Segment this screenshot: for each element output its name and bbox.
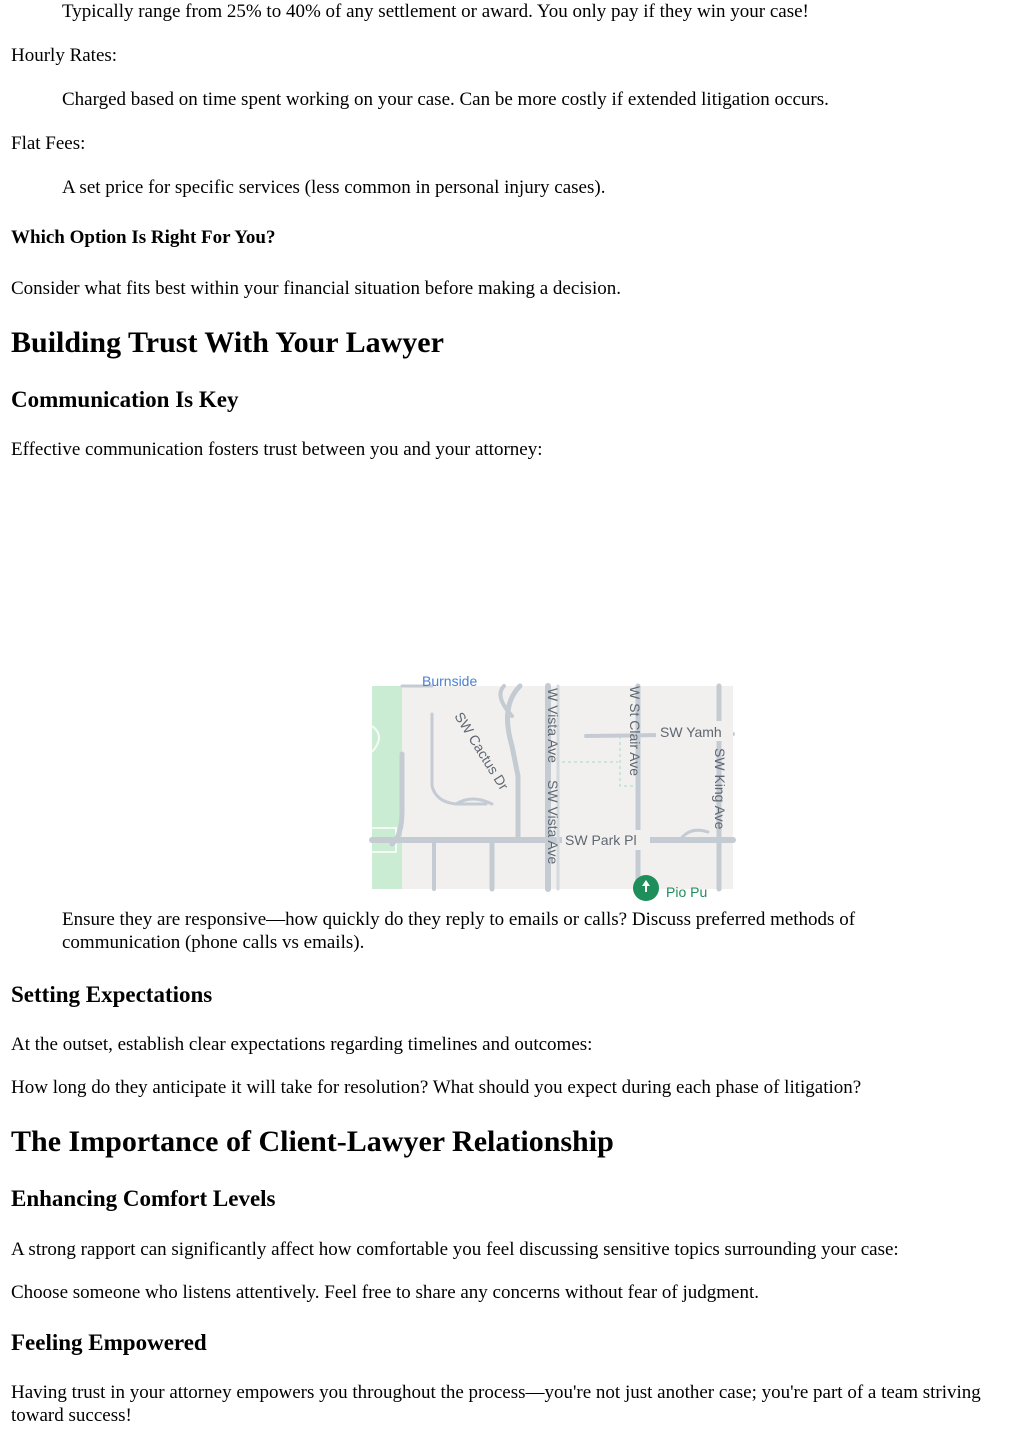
- map-label-cactus: SW Cactus Dr: [451, 709, 513, 793]
- comfort-detail: Choose someone who listens attentively. Feel free to share any concerns without fear of judgment.: [11, 1282, 760, 1303]
- expectations-heading: Setting Expectations: [11, 982, 213, 1007]
- embedded-map[interactable]: [372, 673, 733, 900]
- relationship-heading: The Importance of Client-Lawyer Relationship: [11, 1125, 614, 1158]
- empowered-heading: Feeling Empowered: [11, 1330, 207, 1355]
- which-option-text: Consider what fits best within your financial situation before making a decision.: [11, 278, 621, 299]
- building-trust-heading: Building Trust With Your Lawyer: [11, 326, 444, 359]
- map-label-yamhill: SW Yamh: [660, 724, 722, 740]
- map-label-park: SW Park Pl: [565, 832, 637, 848]
- map-label-vista-2: SW Vista Ave: [545, 780, 561, 865]
- map-poi-marker[interactable]: [633, 875, 659, 901]
- comfort-heading: Enhancing Comfort Levels: [11, 1186, 276, 1211]
- map-label-poi: Pio Pu: [666, 884, 708, 900]
- empowered-text: Having trust in your attorney empowers you throughout the process—you're not just another case; you're part of a team striving toward success!: [11, 1382, 981, 1426]
- communication-detail: Ensure they are responsive—how quickly do they reply to emails or calls? Discuss preferred methods of communication (phone calls vs emails).: [62, 909, 856, 953]
- map-canvas: [372, 673, 733, 900]
- map-label-king: SW King Ave: [712, 748, 728, 830]
- comfort-text: A strong rapport can significantly affect how comfortable you feel discussing sensitive topics surrounding your case:: [11, 1239, 899, 1260]
- flat-fees-description: A set price for specific services (less common in personal injury cases).: [62, 177, 606, 198]
- map-park-area: [372, 686, 402, 889]
- expectations-detail: How long do they anticipate it will take for resolution? What should you expect during each phase of litigation?: [11, 1077, 862, 1098]
- contingency-description: Typically range from 25% to 40% of any settlement or award. You only pay if they win your case!: [62, 1, 809, 22]
- map-label-burnside: Burnside: [422, 673, 478, 689]
- map-label-vista-1: W Vista Ave: [545, 688, 561, 763]
- hourly-rates-description: Charged based on time spent working on your case. Can be more costly if extended litigation occurs.: [62, 89, 829, 110]
- which-option-heading: Which Option Is Right For You?: [11, 227, 276, 248]
- flat-fees-term: Flat Fees:: [11, 133, 86, 154]
- communication-heading: Communication Is Key: [11, 387, 239, 412]
- communication-text: Effective communication fosters trust between you and your attorney:: [11, 439, 543, 460]
- map-label-st-clair: W St Clair Ave: [627, 686, 643, 776]
- hourly-rates-term: Hourly Rates:: [11, 45, 118, 66]
- expectations-text: At the outset, establish clear expectations regarding timelines and outcomes:: [11, 1034, 593, 1055]
